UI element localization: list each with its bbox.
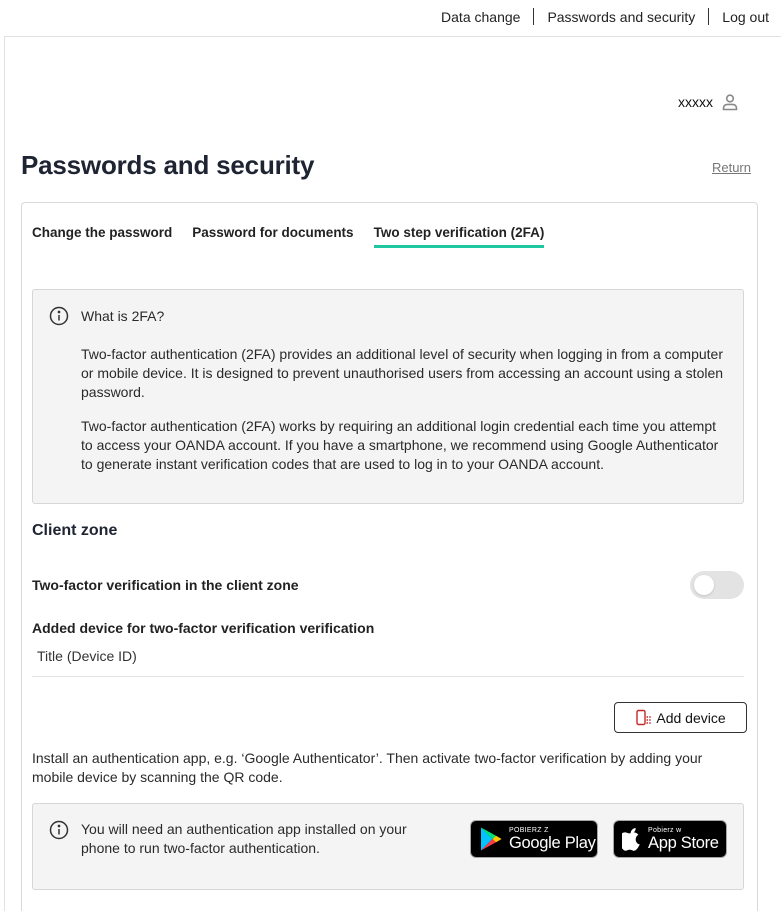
info-paragraph: Two-factor authentication (2FA) works by requiring an additional login credential each time you attempt to access your OANDA account. If you have a smartphone, we recommend using Google Authenticator to generate instant verification codes that are used to log in to your OANDA account. (81, 418, 719, 472)
user-icon (721, 93, 739, 111)
tab-change-password[interactable]: Change the password (32, 225, 173, 240)
device-column-header: Title (Device ID) (37, 648, 137, 664)
user-menu[interactable] (678, 93, 739, 111)
app-store-small-text: Pobierz w (648, 826, 682, 834)
tab-bar (32, 225, 564, 248)
toggle-knob (694, 575, 714, 595)
app-store-badge[interactable] (613, 820, 727, 858)
return-link[interactable]: Return (711, 160, 751, 175)
tab-password-documents[interactable]: Password for documents (192, 225, 354, 240)
google-play-icon (479, 826, 503, 852)
two-factor-row (32, 571, 744, 599)
app-notice-text: You will need an authentication app installed on your phone to run two-factor authentication. (81, 821, 407, 856)
app-store-big-text: App Store (648, 833, 719, 852)
app-notice-box (32, 803, 744, 890)
mobile-device-icon (635, 709, 653, 727)
info-box-2fa (32, 289, 744, 504)
page-title: Passwords and security (21, 150, 315, 180)
info-icon (49, 306, 69, 331)
main-panel (4, 36, 781, 911)
add-device-button[interactable] (614, 702, 747, 733)
google-play-big-text: Google Play (509, 833, 596, 852)
tab-two-step-verification[interactable]: Two step verification (2FA) (374, 225, 545, 248)
apple-icon (622, 827, 642, 851)
client-zone-title: Client zone (32, 522, 118, 539)
settings-card (21, 202, 758, 911)
info-question: What is 2FA? (81, 308, 165, 324)
info-icon (49, 820, 69, 845)
two-factor-toggle-label: Two-factor verification in the client zone (32, 577, 299, 593)
passwords-security-link[interactable]: Passwords and security (547, 8, 696, 25)
added-devices-title: Added device for two-factor verification verification (32, 620, 375, 636)
info-paragraph: Two-factor authentication (2FA) provides an additional level of security when logging in from a computer or mobile device. It is designed to prevent unauthorised users from accessing an account using a stolen password. (81, 346, 724, 400)
two-factor-toggle[interactable] (690, 571, 744, 599)
username: xxxxx (678, 94, 713, 110)
install-instructions: Install an authentication app, e.g. ‘Google Authenticator’. Then activate two-factor verification by adding your mobile device by scanning the QR code. (32, 750, 703, 785)
logout-link[interactable]: Log out (722, 8, 769, 25)
google-play-badge[interactable] (470, 820, 598, 858)
top-navigation (428, 8, 769, 25)
device-table-header (32, 648, 744, 677)
data-change-link[interactable]: Data change (441, 8, 521, 25)
add-device-label: Add device (656, 709, 726, 726)
google-play-small-text: POBIERZ Z (509, 826, 549, 834)
